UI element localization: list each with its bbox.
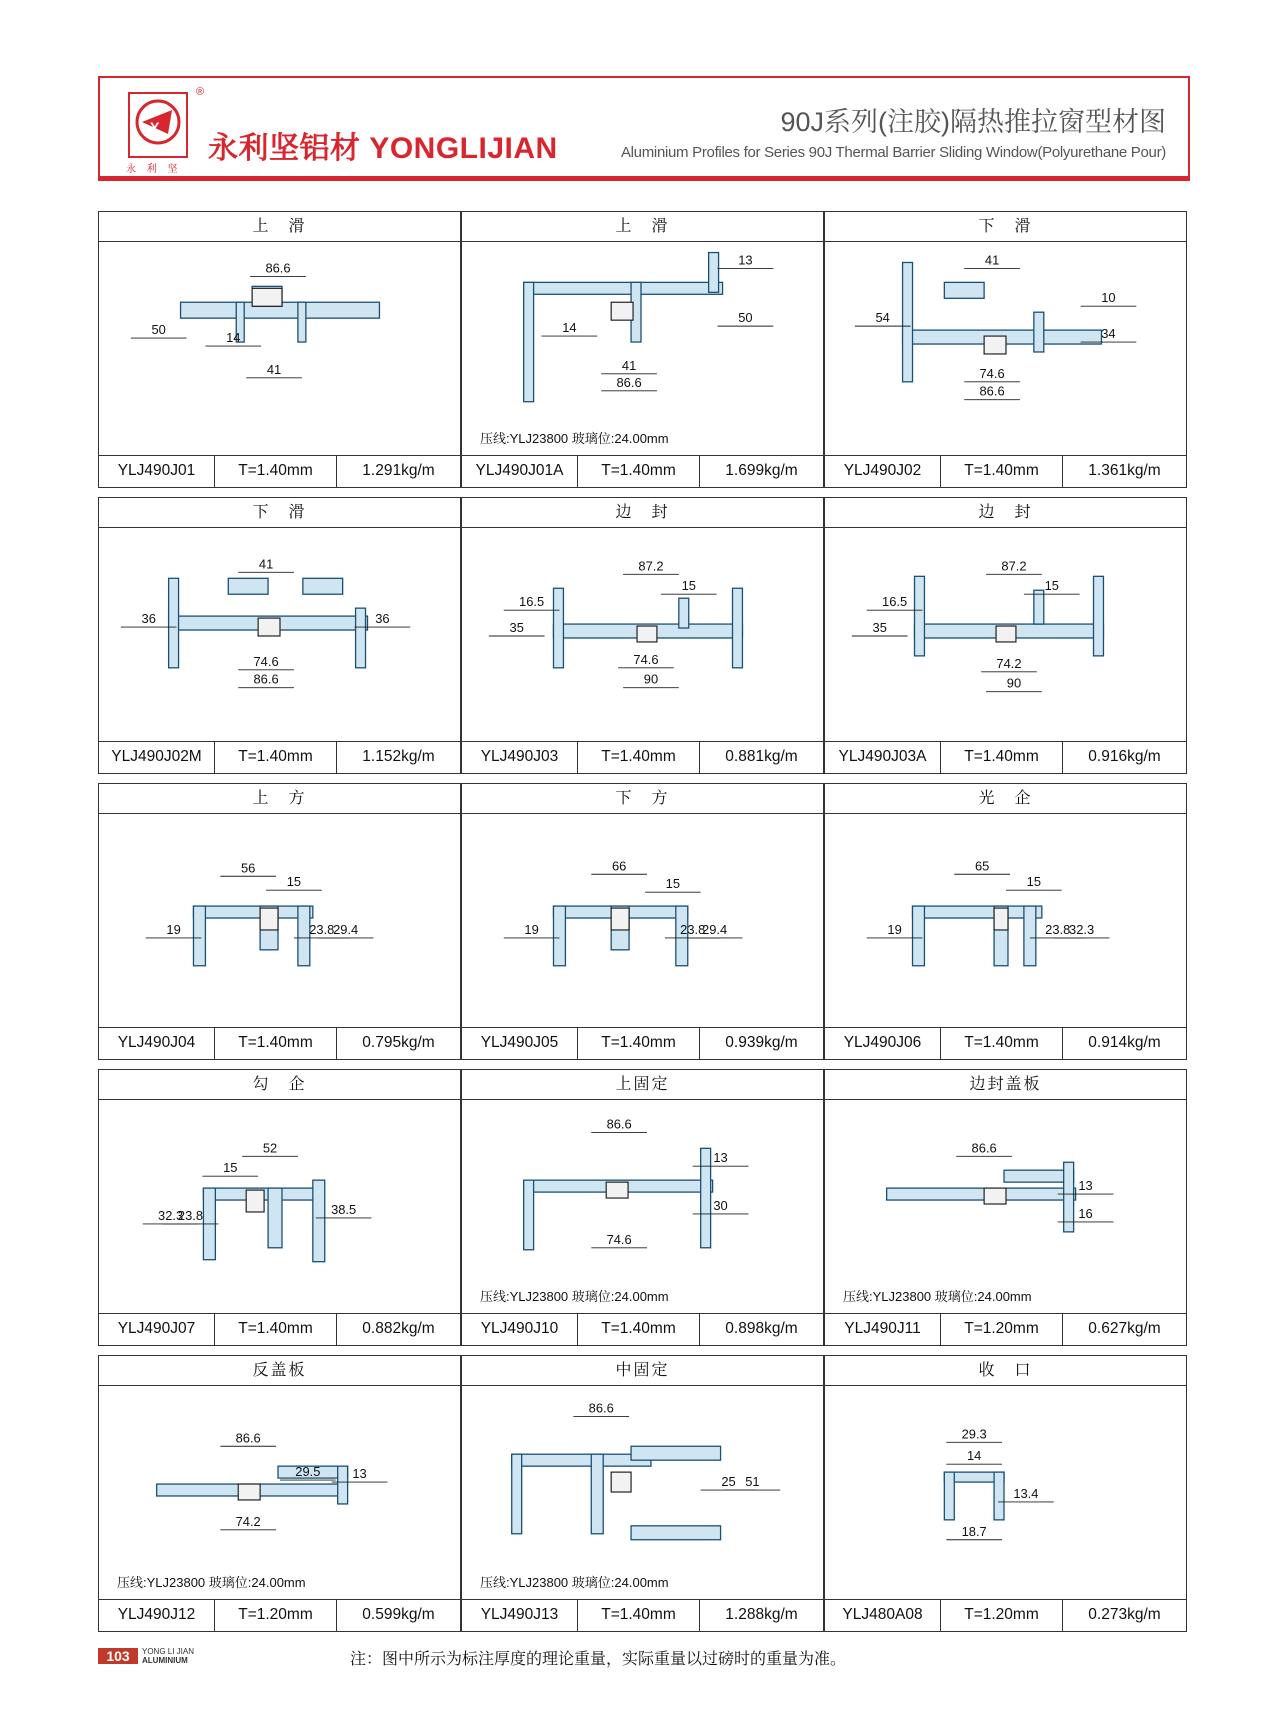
- dimension-label: 16: [1078, 1205, 1093, 1221]
- dimension-label: 74.6: [979, 365, 1005, 381]
- profile-weight: 0.273kg/m: [1088, 1606, 1161, 1623]
- dimension-label: 74.2: [996, 655, 1022, 671]
- profile-cell: [824, 1355, 1187, 1632]
- page-subtitle: Aluminium Profiles for Series 90J Thermal Barrier Sliding Window(Polyurethane Pour): [620, 144, 1166, 161]
- profile-drawing: [825, 1386, 1186, 1600]
- profile-wall: [553, 906, 565, 966]
- profile-wall: [524, 282, 534, 401]
- profile-wall: [631, 1446, 721, 1460]
- dimension-label: 87.2: [1001, 558, 1027, 574]
- dimension-label: 32.3: [1069, 921, 1095, 937]
- profile-wall: [631, 1526, 721, 1540]
- profile-thickness: T=1.40mm: [578, 456, 700, 487]
- profile-weight: 0.914kg/m: [1088, 1034, 1161, 1051]
- thermal-barrier: [238, 1484, 260, 1500]
- profile-spec-row: [99, 741, 460, 773]
- profile-cell: [461, 1355, 824, 1632]
- thermal-barrier: [996, 626, 1016, 642]
- profile-section-svg: [825, 528, 1186, 742]
- svg-text:Y: Y: [150, 119, 160, 135]
- dimension-label: 30: [713, 1197, 728, 1213]
- dimension-label: 41: [621, 357, 637, 373]
- profile-drawing: [462, 1100, 823, 1314]
- dimension-label: 86.6: [235, 1430, 261, 1446]
- dimension-label: 23.8: [309, 921, 335, 937]
- profile-wall: [303, 578, 343, 594]
- profile-wall: [356, 608, 366, 668]
- profile-cell: [824, 1069, 1187, 1346]
- registered-mark: ®: [196, 86, 205, 98]
- profile-title: 边封盖板: [825, 1070, 1186, 1100]
- profile-wall: [298, 302, 306, 342]
- profile-wall: [1034, 590, 1044, 624]
- profile-title: 中固定: [462, 1356, 823, 1386]
- dimension-label: 86.6: [588, 1400, 614, 1416]
- profile-cell: [98, 497, 461, 774]
- thermal-barrier: [611, 302, 633, 320]
- profile-wall: [915, 576, 925, 656]
- profile-spec-row: [825, 455, 1186, 487]
- thermal-barrier: [994, 908, 1008, 930]
- profile-spec-row: [825, 1313, 1186, 1345]
- profile-section-svg: [99, 1386, 460, 1600]
- dimension-label: 25: [721, 1474, 736, 1490]
- profile-code: YLJ490J13: [462, 1600, 578, 1631]
- profile-weight: 0.599kg/m: [362, 1606, 435, 1623]
- profile-cell: [824, 211, 1187, 488]
- dimension-label: 13: [713, 1150, 728, 1166]
- dimension-label: 32.3: [158, 1207, 184, 1223]
- profile-title: 下 滑: [99, 498, 460, 528]
- dimension-label: 29.5: [295, 1464, 321, 1480]
- profile-weight: 1.291kg/m: [362, 462, 435, 479]
- dimension-label: 15: [1026, 874, 1042, 890]
- profile-cell: [98, 783, 461, 1060]
- dimension-label: 51: [745, 1474, 760, 1490]
- profile-spec-row: [99, 1599, 460, 1631]
- profile-section-svg: [462, 242, 823, 456]
- profile-thickness: T=1.20mm: [941, 1314, 1063, 1345]
- thermal-barrier: [606, 1182, 628, 1198]
- profile-weight: 1.699kg/m: [725, 462, 798, 479]
- profile-drawing: [825, 242, 1186, 456]
- profile-drawing: [825, 814, 1186, 1028]
- dimension-label: 52: [262, 1140, 278, 1156]
- dimension-label: 41: [266, 361, 282, 377]
- dimension-label: 29.4: [702, 921, 728, 937]
- dimension-label: 29.4: [333, 921, 359, 937]
- profile-wall: [553, 588, 563, 668]
- profile-note: 压线:YLJ23800 玻璃位:24.00mm: [480, 1289, 669, 1304]
- profile-wall: [944, 282, 984, 298]
- page-number: 103: [98, 1648, 138, 1664]
- dimension-label: 54: [875, 310, 890, 326]
- profile-spec-row: [462, 455, 823, 487]
- profile-section-svg: [99, 242, 460, 456]
- profile-wall: [944, 1472, 954, 1520]
- page-header: [98, 76, 1190, 181]
- profile-drawing: [825, 1100, 1186, 1314]
- profile-wall: [338, 1466, 348, 1504]
- profile-spec-row: [825, 1027, 1186, 1059]
- profile-wall: [1094, 576, 1104, 656]
- profile-code: YLJ490J04: [99, 1028, 215, 1059]
- dimension-label: 41: [258, 556, 274, 572]
- profile-weight: 0.882kg/m: [362, 1320, 435, 1337]
- profile-thickness: T=1.40mm: [578, 742, 700, 773]
- dimension-label: 18.7: [961, 1523, 987, 1539]
- profile-note: 压线:YLJ23800 玻璃位:24.00mm: [117, 1575, 306, 1590]
- profile-title: 边 封: [462, 498, 823, 528]
- profile-spec-row: [99, 1027, 460, 1059]
- dimension-label: 35: [509, 620, 524, 636]
- dimension-label: 86.6: [979, 383, 1005, 399]
- profile-thickness: T=1.20mm: [941, 1600, 1063, 1631]
- dimension-label: 87.2: [638, 558, 664, 574]
- thermal-barrier: [984, 336, 1006, 354]
- dimension-label: 15: [1044, 578, 1059, 594]
- profile-cell: [461, 783, 824, 1060]
- profile-drawing: [99, 814, 460, 1028]
- profile-weight: 1.361kg/m: [1088, 462, 1161, 479]
- dimension-label: 66: [611, 858, 627, 874]
- profile-wall: [913, 906, 1042, 918]
- profile-drawing: [462, 528, 823, 742]
- thermal-barrier: [984, 1188, 1006, 1204]
- dimension-label: 16.5: [882, 594, 908, 610]
- profile-thickness: T=1.40mm: [941, 456, 1063, 487]
- profile-title: 边 封: [825, 498, 1186, 528]
- profile-wall: [887, 1188, 1076, 1200]
- profile-wall: [298, 906, 310, 966]
- page-title: 90J系列(注胶)隔热推拉窗型材图: [780, 107, 1166, 137]
- thermal-barrier: [260, 908, 278, 930]
- profile-weight: 0.939kg/m: [725, 1034, 798, 1051]
- profile-title: 上 滑: [462, 212, 823, 242]
- dimension-label: 10: [1101, 290, 1116, 306]
- profile-thickness: T=1.40mm: [215, 1028, 337, 1059]
- profile-weight: 0.627kg/m: [1088, 1320, 1161, 1337]
- profile-cell: [824, 497, 1187, 774]
- profile-code: YLJ490J02: [825, 456, 941, 487]
- dimension-label: 90: [1006, 675, 1022, 691]
- profile-weight: 1.288kg/m: [725, 1606, 798, 1623]
- profile-thickness: T=1.40mm: [578, 1028, 700, 1059]
- dimension-label: 19: [524, 921, 539, 937]
- profile-drawing: [99, 528, 460, 742]
- profile-wall: [994, 1472, 1004, 1520]
- dimension-label: 74.6: [253, 653, 279, 669]
- dimension-label: 16.5: [519, 594, 545, 610]
- dimension-label: 90: [643, 671, 659, 687]
- dimension-label: 15: [223, 1160, 238, 1176]
- profile-cell: [461, 497, 824, 774]
- profile-drawing: [99, 1386, 460, 1600]
- dimension-label: 13.4: [1013, 1485, 1039, 1501]
- brand-name: 永利坚铝材 YONGLIJIAN: [208, 132, 558, 165]
- profile-wall: [733, 588, 743, 668]
- profile-wall: [1024, 906, 1036, 966]
- profile-cell: [461, 211, 824, 488]
- profile-thickness: T=1.40mm: [941, 742, 1063, 773]
- dimension-label: 74.6: [606, 1231, 632, 1247]
- profile-code: YLJ490J02M: [99, 742, 215, 773]
- dimension-label: 15: [286, 874, 302, 890]
- profile-thickness: T=1.40mm: [215, 456, 337, 487]
- profile-section-svg: [462, 1100, 823, 1314]
- dimension-label: 86.6: [253, 671, 279, 687]
- profile-code: YLJ480A08: [825, 1600, 941, 1631]
- thermal-barrier: [246, 1190, 264, 1212]
- profile-wall: [903, 262, 913, 381]
- dimension-label: 86.6: [265, 260, 291, 276]
- dimension-label: 14: [966, 1448, 982, 1464]
- profile-thickness: T=1.40mm: [578, 1600, 700, 1631]
- profile-thickness: T=1.40mm: [215, 742, 337, 773]
- profile-cell: [461, 1069, 824, 1346]
- profile-code: YLJ490J11: [825, 1314, 941, 1345]
- thermal-barrier: [611, 908, 629, 930]
- dimension-label: 29.3: [961, 1426, 987, 1442]
- dimension-label: 13: [738, 252, 753, 268]
- profile-spec-row: [825, 1599, 1186, 1631]
- dimension-label: 86.6: [606, 1116, 632, 1132]
- profile-weight: 0.795kg/m: [362, 1034, 435, 1051]
- thermal-barrier: [258, 618, 280, 636]
- profile-code: YLJ490J03A: [825, 742, 941, 773]
- footer-brand-line1: YONG LI JIAN: [142, 1647, 195, 1656]
- profile-weight: 0.881kg/m: [725, 748, 798, 765]
- profile-title: 下 方: [462, 784, 823, 814]
- dimension-label: 13: [352, 1466, 367, 1482]
- profile-drawing: [99, 1100, 460, 1314]
- profile-wall: [524, 282, 723, 294]
- profile-code: YLJ490J01A: [462, 456, 578, 487]
- profile-spec-row: [462, 1313, 823, 1345]
- profile-note: 压线:YLJ23800 玻璃位:24.00mm: [480, 431, 669, 446]
- dimension-label: 34: [1101, 326, 1116, 342]
- profile-spec-row: [99, 1313, 460, 1345]
- profile-section-svg: [825, 1100, 1186, 1314]
- profile-drawing: [825, 528, 1186, 742]
- profile-title: 收 口: [825, 1356, 1186, 1386]
- profile-wall: [512, 1454, 651, 1466]
- profile-drawing: [99, 242, 460, 456]
- profile-note: 压线:YLJ23800 玻璃位:24.00mm: [480, 1575, 669, 1590]
- profile-thickness: T=1.40mm: [941, 1028, 1063, 1059]
- profile-section-svg: [462, 1386, 823, 1600]
- dimension-label: 15: [681, 578, 696, 594]
- profile-section-svg: [99, 1100, 460, 1314]
- thermal-barrier: [252, 288, 282, 306]
- profile-cell: [98, 1355, 461, 1632]
- dimension-label: 56: [240, 860, 256, 876]
- company-logo: [128, 92, 188, 158]
- profile-title: 上固定: [462, 1070, 823, 1100]
- dimension-label: 35: [872, 620, 887, 636]
- dimension-label: 38.5: [331, 1201, 357, 1217]
- dimension-label: 86.6: [971, 1140, 997, 1156]
- profile-wall: [709, 253, 719, 293]
- profile-wall: [679, 598, 689, 628]
- profile-wall: [701, 1148, 711, 1247]
- dimension-label: 23.8: [1045, 921, 1071, 937]
- profile-section-svg: [825, 242, 1186, 456]
- profile-note: 压线:YLJ23800 玻璃位:24.00mm: [843, 1289, 1032, 1304]
- profile-wall: [512, 1454, 522, 1534]
- profile-code: YLJ490J07: [99, 1314, 215, 1345]
- footer-brand-line2: ALUMINIUM: [142, 1656, 188, 1665]
- profile-code: YLJ490J10: [462, 1314, 578, 1345]
- profile-section-svg: [462, 528, 823, 742]
- profile-thickness: T=1.20mm: [215, 1600, 337, 1631]
- profile-wall: [524, 1180, 534, 1250]
- profile-spec-row: [99, 455, 460, 487]
- profile-spec-row: [825, 741, 1186, 773]
- profile-code: YLJ490J01: [99, 456, 215, 487]
- profile-spec-row: [462, 1599, 823, 1631]
- profile-weight: 0.916kg/m: [1088, 748, 1161, 765]
- dimension-label: 36: [375, 611, 390, 627]
- profile-wall: [913, 906, 925, 966]
- dimension-label: 23.8: [177, 1207, 204, 1223]
- dimension-label: 41: [984, 252, 1000, 268]
- dimension-label: 15: [665, 876, 681, 892]
- dimension-label: 50: [738, 310, 753, 326]
- profile-cell: [824, 783, 1187, 1060]
- profile-spec-row: [462, 741, 823, 773]
- profile-section-svg: [99, 528, 460, 742]
- profile-wall: [228, 578, 268, 594]
- profile-title: 下 滑: [825, 212, 1186, 242]
- profile-code: YLJ490J03: [462, 742, 578, 773]
- profile-wall: [591, 1454, 603, 1534]
- profile-wall: [169, 578, 179, 668]
- profile-spec-row: [462, 1027, 823, 1059]
- profile-wall: [313, 1180, 325, 1262]
- profile-wall: [193, 906, 205, 966]
- profile-title: 上 方: [99, 784, 460, 814]
- profile-title: 光 企: [825, 784, 1186, 814]
- dimension-label: 14: [226, 330, 241, 346]
- dimension-label: 74.6: [633, 651, 659, 667]
- profile-section-svg: [825, 1386, 1186, 1600]
- profile-code: YLJ490J12: [99, 1600, 215, 1631]
- dimension-label: 14: [562, 320, 577, 336]
- dimension-label: 50: [151, 322, 166, 338]
- profile-thickness: T=1.40mm: [215, 1314, 337, 1345]
- profile-drawing: [462, 1386, 823, 1600]
- profile-drawing: [462, 814, 823, 1028]
- profile-section-svg: [462, 814, 823, 1028]
- profile-code: YLJ490J05: [462, 1028, 578, 1059]
- profile-cell: [98, 1069, 461, 1346]
- profile-section-svg: [825, 814, 1186, 1028]
- profile-cell: [98, 211, 461, 488]
- profile-weight: 1.152kg/m: [362, 748, 435, 765]
- profile-wall: [1064, 1162, 1074, 1232]
- profile-code: YLJ490J06: [825, 1028, 941, 1059]
- dimension-label: 74.2: [235, 1513, 261, 1529]
- profile-wall: [193, 906, 312, 918]
- footer-note: 注：图中所示为标注厚度的理论重量，实际重量以过磅时的重量为准。: [350, 1651, 847, 1668]
- dimension-label: 19: [887, 921, 902, 937]
- thermal-barrier: [637, 626, 657, 642]
- profile-wall: [1034, 312, 1044, 352]
- dimension-label: 19: [166, 921, 181, 937]
- profile-section-svg: [99, 814, 460, 1028]
- profile-thickness: T=1.40mm: [578, 1314, 700, 1345]
- profile-wall: [268, 1188, 282, 1248]
- dimension-label: 13: [1078, 1178, 1093, 1194]
- logo-caption: 永 利 坚: [126, 164, 182, 175]
- dimension-label: 23.8: [680, 921, 706, 937]
- dimension-label: 36: [141, 611, 156, 627]
- profile-title: 上 滑: [99, 212, 460, 242]
- profile-weight: 0.898kg/m: [725, 1320, 798, 1337]
- profile-title: 勾 企: [99, 1070, 460, 1100]
- dimension-label: 86.6: [616, 374, 642, 390]
- dimension-label: 65: [974, 858, 990, 874]
- profile-title: 反盖板: [99, 1356, 460, 1386]
- profile-drawing: [462, 242, 823, 456]
- thermal-barrier: [611, 1472, 631, 1492]
